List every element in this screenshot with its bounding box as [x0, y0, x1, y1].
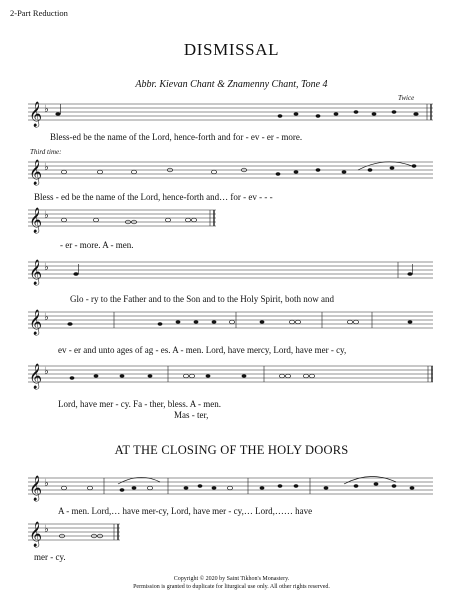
lyrics-line-1: Bless-ed be the name of the Lord, hence-forth and for - ev - er - more.: [50, 132, 303, 142]
staff-system-8: [0, 520, 463, 550]
copyright-line: Copyright © 2020 by Saint Tikhon's Monastery.: [173, 576, 290, 582]
twice-annotation: Twice: [398, 94, 415, 102]
part-label: 2-Part Reduction: [10, 8, 68, 18]
flat-sign-icon: ♭: [44, 478, 49, 489]
staff-system-5: [0, 308, 463, 338]
treble-clef-icon: 𝄞: [29, 159, 43, 184]
flat-sign-icon: ♭: [44, 366, 49, 377]
section-title-holy-doors: AT THE CLOSING OF THE HOLY DOORS: [114, 443, 349, 457]
lyrics-line-4: Glo - ry to the Father and to the Son and to the Holy Spirit, both now and: [70, 294, 334, 304]
third-time-annotation: Third time:: [30, 148, 62, 156]
chant-subtitle: Abbr. Kievan Chant & Znamenny Chant, Tone 4: [135, 79, 328, 90]
lyrics-line-6: Lord, have mer - cy. Fa - ther, bless. A - men.: [58, 399, 222, 409]
flat-sign-icon: ♭: [44, 210, 49, 221]
lyrics-line-5: ev - er and unto ages of ag - es. A - men. Lord, have mercy, Lord, have mer - cy,: [58, 345, 347, 355]
staff-system-4: [0, 258, 463, 288]
flat-sign-icon: ♭: [44, 524, 49, 535]
lyrics-line-2: Bless - ed be the name of the Lord, hence-forth and… for - ev - - -: [34, 192, 273, 202]
treble-clef-icon: 𝄞: [29, 363, 43, 388]
flat-sign-icon: ♭: [44, 262, 49, 273]
staff-system-1: [0, 100, 463, 130]
staff-system-2: [0, 158, 463, 188]
flat-sign-icon: ♭: [44, 312, 49, 323]
lyrics-line-8: mer - cy.: [34, 552, 66, 562]
page-title: DISMISSAL: [183, 40, 280, 59]
note-heads: [55, 104, 418, 118]
flat-sign-icon: ♭: [44, 162, 49, 173]
treble-clef-icon: 𝄞: [29, 101, 43, 126]
treble-clef-icon: 𝄞: [29, 207, 43, 232]
staff-system-6: [0, 362, 463, 392]
permission-line: Permission is granted to duplicate for liturgical use only. All other rights reserved.: [133, 584, 330, 590]
staff-system-7: [0, 472, 463, 504]
treble-clef-icon: 𝄞: [29, 521, 43, 546]
treble-clef-icon: 𝄞: [29, 475, 43, 500]
lyrics-line-6-alt: Mas - ter,: [174, 410, 209, 420]
lyrics-line-7: A - men. Lord,… have mer-cy, Lord, have mer - cy,… Lord,…… have: [58, 506, 313, 516]
treble-clef-icon: 𝄞: [29, 259, 43, 284]
lyrics-line-3: - er - more. A - men.: [60, 240, 134, 250]
staff-system-3: [0, 206, 463, 236]
treble-clef-icon: 𝄞: [29, 309, 43, 334]
flat-sign-icon: ♭: [44, 104, 49, 115]
